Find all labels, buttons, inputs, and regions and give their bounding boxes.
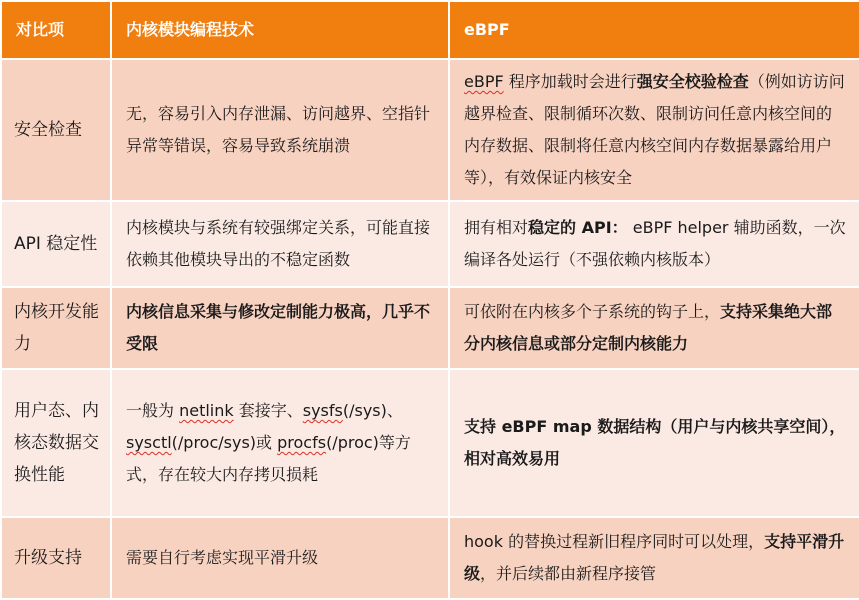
cell-bold-text: 强安全校验检查 bbox=[636, 72, 749, 91]
table-row bbox=[1, 287, 859, 369]
kernel-module-cell: 无，容易引入内存泄漏、访问越界、空指针异常等错误，容易导致系统崩溃 bbox=[111, 59, 449, 201]
kernel-module-cell: 需要自行考虑实现平滑升级 bbox=[111, 517, 449, 599]
cell-bold-text: 支持平滑升级 bbox=[464, 532, 845, 583]
table-row bbox=[1, 201, 859, 287]
spellcheck-word: procfs bbox=[277, 433, 327, 452]
cell-text: 套接字、 bbox=[233, 401, 303, 420]
spellcheck-word: eBPF bbox=[464, 72, 504, 91]
cell-text: (/proc/sys)或 bbox=[171, 433, 278, 452]
spellcheck-word: sysfs bbox=[302, 401, 343, 420]
ebpf-cell bbox=[449, 59, 859, 201]
cell-text: 可依附在内核多个子系统的钩子上， bbox=[464, 302, 721, 321]
cell-bold-text: 稳定的 API： bbox=[528, 218, 628, 237]
cell-text: 一般为 bbox=[126, 401, 180, 420]
cell-text: （例如访访问越界检查、限制循环次数、限制访问任意内核空间的内存数据、限制将任意内核空间内存数据暴露给用户等），有效保证内核安全 bbox=[464, 72, 845, 187]
row-item-label: 内核开发能力 bbox=[1, 287, 111, 369]
cell-text: ，并后续都由新程序接管 bbox=[480, 564, 657, 583]
cell-text: (/proc)等方式，存在较大内存拷贝损耗 bbox=[126, 433, 411, 484]
row-item-label: 升级支持 bbox=[1, 517, 111, 599]
ebpf-cell bbox=[449, 201, 859, 287]
cell-text: eBPF helper 辅助函数，一次编译各处运行（不强依赖内核版本） bbox=[464, 218, 846, 269]
cell-text: hook 的替换过程新旧程序同时可以处理， bbox=[464, 532, 765, 551]
table-row bbox=[1, 517, 859, 599]
row-item-label: 安全检查 bbox=[1, 59, 111, 201]
cell-text: (/sys)、 bbox=[342, 401, 403, 420]
kernel-module-cell: 内核模块与系统有较强绑定关系，可能直接依赖其他模块导出的不稳定函数 bbox=[111, 201, 449, 287]
row-item-label: API 稳定性 bbox=[1, 201, 111, 287]
table-header-row bbox=[1, 1, 859, 59]
row-item-label: 用户态、内核态数据交换性能 bbox=[1, 369, 111, 517]
table-row bbox=[1, 59, 859, 201]
kernel-module-cell: 内核信息采集与修改定制能力极高，几乎不受限 bbox=[111, 287, 449, 369]
kernel-module-cell bbox=[111, 369, 449, 517]
ebpf-cell bbox=[449, 287, 859, 369]
ebpf-cell bbox=[449, 517, 859, 599]
header-comparison-item: 对比项 bbox=[1, 1, 111, 59]
table-row bbox=[1, 369, 859, 517]
spellcheck-word: sysctl bbox=[126, 433, 172, 452]
spellcheck-word: netlink bbox=[179, 401, 234, 420]
header-kernel-module: 内核模块编程技术 bbox=[111, 1, 449, 59]
ebpf-cell: 支持 eBPF map 数据结构（用户与内核共享空间），相对高效易用 bbox=[449, 369, 859, 517]
cell-text: 拥有相对 bbox=[464, 218, 529, 237]
cell-bold-text: 支持采集绝大部分内核信息或部分定制内核能力 bbox=[464, 302, 833, 353]
header-ebpf: eBPF bbox=[449, 1, 859, 59]
cell-text: 程序加载时会进行 bbox=[503, 72, 637, 91]
